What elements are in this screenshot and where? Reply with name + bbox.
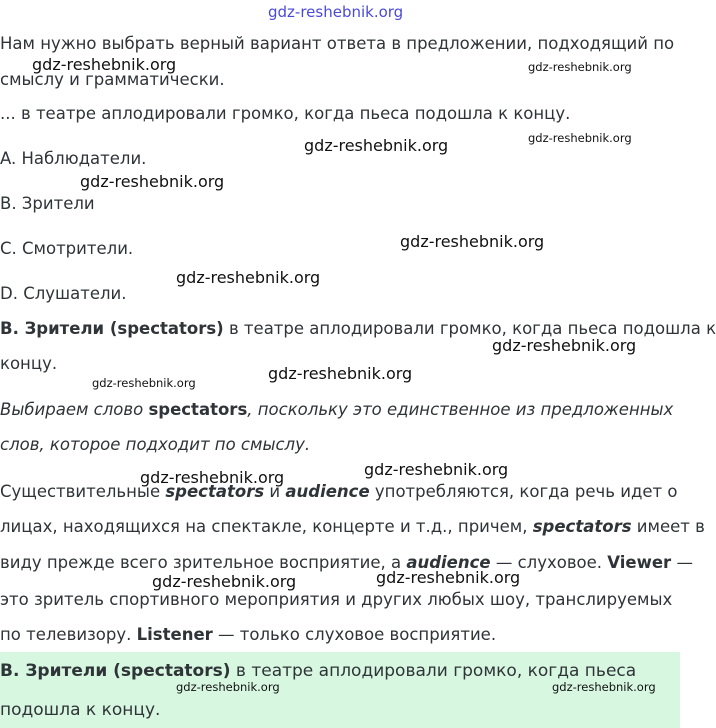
watermark: gdz-reshebnik.org <box>376 568 521 587</box>
watermark: gdz-reshebnik.org <box>152 572 297 591</box>
paragraph-line-3: виду прежде всего зрительное восприятие, а audience — слуховое. Viewer — <box>0 553 693 572</box>
paragraph-line-1: Существительные spectators и audience употребляются, когда речь идет о <box>0 482 678 501</box>
watermark: gdz-reshebnik.org <box>492 336 637 355</box>
explanation-line-2: слов, которое подходит по смыслу. <box>0 435 311 454</box>
header-watermark: gdz-reshebnik.org <box>268 3 404 21</box>
watermark: gdz-reshebnik.org <box>80 172 225 191</box>
watermark: gdz-reshebnik.org <box>364 460 509 479</box>
watermark: gdz-reshebnik.org <box>176 268 321 287</box>
option-b: B. Зрители <box>0 194 95 213</box>
option-c: C. Смотрители. <box>0 239 134 258</box>
watermark: gdz-reshebnik.org <box>92 376 196 390</box>
option-a: A. Наблюдатели. <box>0 149 147 168</box>
task-sentence: ... в театре аплодировали громко, когда пьеса подошла к концу. <box>0 104 571 123</box>
answer-line-1: B. Зрители (spectators) в театре аплодировали громко, когда пьеса подошла к <box>0 319 716 338</box>
watermark: gdz-reshebnik.org <box>176 680 280 694</box>
answer-bold: B. Зрители (spectators) <box>0 319 224 338</box>
watermark: gdz-reshebnik.org <box>268 364 413 383</box>
watermark: gdz-reshebnik.org <box>552 680 656 694</box>
final-answer-line-2: подошла к концу. <box>0 700 161 720</box>
watermark: gdz-reshebnik.org <box>140 468 285 487</box>
watermark: gdz-reshebnik.org <box>528 131 632 145</box>
answer-line-2: концу. <box>0 354 58 373</box>
explanation-line-1: Выбираем слово spectators, поскольку это единственное из предложенных <box>0 400 674 419</box>
watermark: gdz-reshebnik.org <box>32 55 177 74</box>
option-d: D. Слушатели. <box>0 284 127 303</box>
watermark: gdz-reshebnik.org <box>400 232 545 251</box>
watermark: gdz-reshebnik.org <box>528 60 632 74</box>
paragraph-line-4: это зритель спортивного мероприятия и других любых шоу, транслируемых <box>0 590 673 609</box>
final-answer-line-1: B. Зрители (spectators) в театре аплодировали громко, когда пьеса <box>0 661 637 681</box>
watermark: gdz-reshebnik.org <box>304 136 449 155</box>
paragraph-line-2: лицах, находящихся на спектакле, концерте и т.д., причем, spectators имеет в <box>0 517 705 536</box>
task-line-1: Нам нужно выбрать верный вариант ответа в предложении, подходящий по <box>0 34 675 53</box>
task-line-2: смыслу и грамматически. <box>0 70 225 89</box>
paragraph-line-5: по телевизору. Listener — только слуховое восприятие. <box>0 625 497 644</box>
